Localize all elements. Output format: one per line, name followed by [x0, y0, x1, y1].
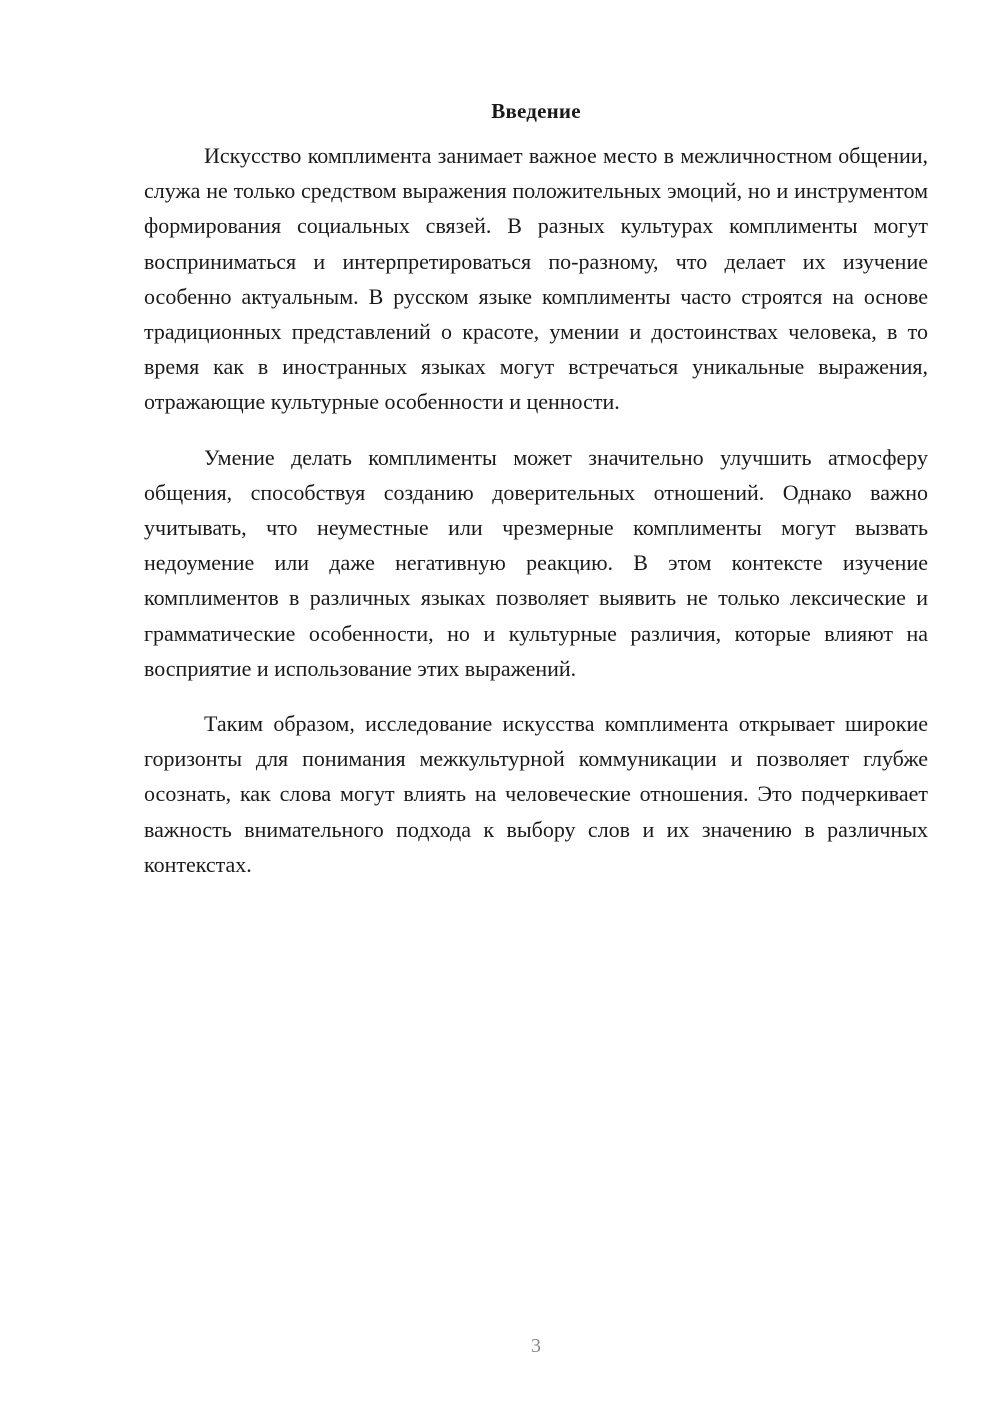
paragraph-1: Искусство комплимента занимает важное место в межличностном общении, служа не только средством выражения положительных эмоций, но и инструментом формирования социальных связей. В разных культурах комплименты могут восприниматься и интерпретироваться по-разному, что делает их изучение особенно актуальным. В русском языке комплименты часто строятся на основе традиционных представлений о красоте, умении и достоинствах человека, в то время как в иностранных языках могут встречаться уникальные выражения, отражающие культурные особенности и ценности.: [144, 143, 928, 415]
page-number: 3: [531, 1335, 541, 1357]
paragraph-3: Таким образом, исследование искусства комплимента открывает широкие горизонты для понимания межкультурной коммуникации и позволяет глубже осознать, как слова могут влиять на человеческие отношения. Это подчеркивает важность внимательного подхода к выбору слов и их значению в различных контекстах.: [144, 711, 928, 877]
page-content: [144, 96, 928, 902]
section-title: Введение: [491, 99, 581, 123]
paragraph-2: Умение делать комплименты может значительно улучшить атмосферу общения, способствуя созданию доверительных отношений. Однако важно учитывать, что неуместные или чрезмерные комплименты могут вызвать недоумение или даже негативную реакцию. В этом контексте изучение комплиментов в различных языках позволяет выявить не только лексические и грамматические особенности, но и культурные различия, которые влияют на восприятие и использование этих выражений.: [144, 444, 928, 681]
